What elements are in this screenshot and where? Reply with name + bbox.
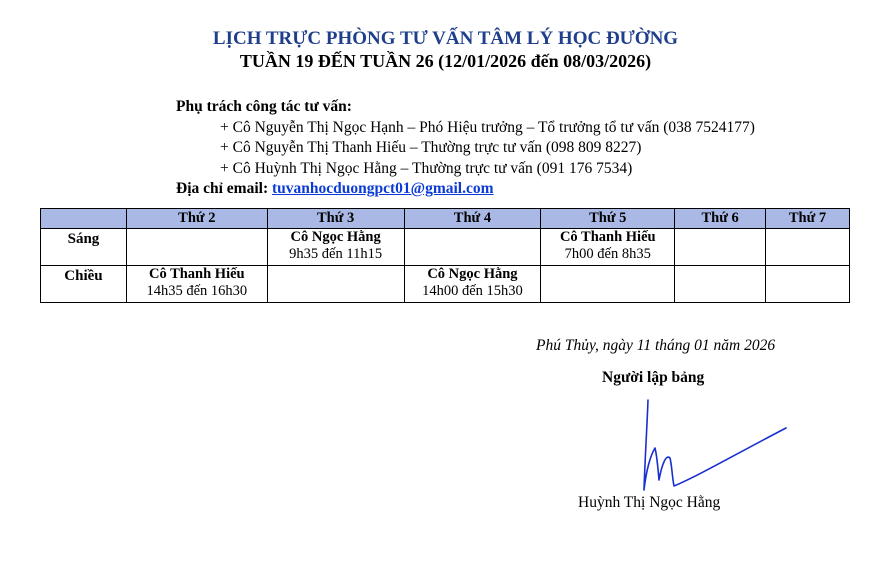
- cell-name: Cô Thanh Hiếu: [148, 266, 245, 282]
- person-line-2: + Cô Nguyễn Thị Thanh Hiếu – Thường trực tư vấn (098 809 8227): [220, 139, 642, 156]
- cell-afternoon-sat: [766, 266, 850, 303]
- header-tue: Thứ 3: [267, 209, 404, 229]
- contact-info: [176, 97, 755, 200]
- cell-afternoon-fri: [675, 266, 766, 303]
- person-line-1: + Cô Nguyễn Thị Ngọc Hạnh – Phó Hiệu trưởng – Tổ trưởng tổ tư vấn (038 7524177): [220, 118, 755, 136]
- person-line-3: + Cô Huỳnh Thị Ngọc Hằng – Thường trực tư vấn (091 176 7534): [220, 159, 633, 177]
- signature-stroke: [644, 400, 786, 490]
- table-row-morning: [41, 229, 850, 266]
- header-sat: Thứ 7: [766, 209, 850, 229]
- sign-date: Phú Thủy, ngày 11 tháng 01 năm 2026: [536, 337, 776, 354]
- cell-morning-fri: [675, 229, 766, 266]
- cell-time: 14h35 đến 16h30: [146, 283, 248, 299]
- schedule-table: [40, 208, 850, 303]
- cell-morning-wed: [404, 229, 541, 266]
- header-thu: Thứ 5: [541, 209, 675, 229]
- row-label-afternoon: Chiều: [41, 266, 127, 303]
- table-header-row: [41, 209, 850, 229]
- row-label-morning: Sáng: [41, 229, 127, 266]
- header-wed: Thứ 4: [404, 209, 541, 229]
- page-title: LỊCH TRỰC PHÒNG TƯ VẤN TÂM LÝ HỌC ĐƯỜNG: [212, 28, 679, 49]
- table-row-afternoon: [41, 266, 850, 303]
- page-subtitle: TUẦN 19 ĐẾN TUẦN 26 (12/01/2026 đến 08/03/2026): [239, 51, 652, 71]
- sign-role: Người lập bảng: [602, 369, 705, 386]
- cell-afternoon-mon: [126, 266, 267, 303]
- cell-afternoon-thu: [541, 266, 675, 303]
- cell-morning-mon: [126, 229, 267, 266]
- cell-morning-tue: [267, 229, 404, 266]
- cell-time: 9h35 đến 11h15: [289, 246, 383, 262]
- cell-morning-sat: [766, 229, 850, 266]
- header-mon: Thứ 2: [126, 209, 267, 229]
- cell-name: Cô Ngọc Hằng: [290, 229, 381, 245]
- lead-label: Phụ trách công tác tư vấn:: [176, 98, 352, 115]
- header-fri: Thứ 6: [675, 209, 766, 229]
- email-label: Địa chỉ email:: [176, 180, 269, 197]
- cell-name: Cô Ngọc Hằng: [427, 266, 518, 282]
- cell-time: 14h00 đến 15h30: [422, 283, 523, 299]
- email-line: [176, 179, 755, 200]
- handwritten-signature: [636, 398, 796, 494]
- cell-name: Cô Thanh Hiếu: [559, 229, 656, 245]
- cell-time: 7h00 đến 8h35: [564, 246, 651, 262]
- email-link[interactable]: tuvanhocduongpct01@gmail.com: [272, 180, 494, 197]
- cell-afternoon-wed: [404, 266, 541, 303]
- cell-morning-thu: [541, 229, 675, 266]
- header-corner: [41, 209, 127, 229]
- cell-afternoon-tue: [267, 266, 404, 303]
- signer-name: Huỳnh Thị Ngọc Hằng: [578, 494, 721, 511]
